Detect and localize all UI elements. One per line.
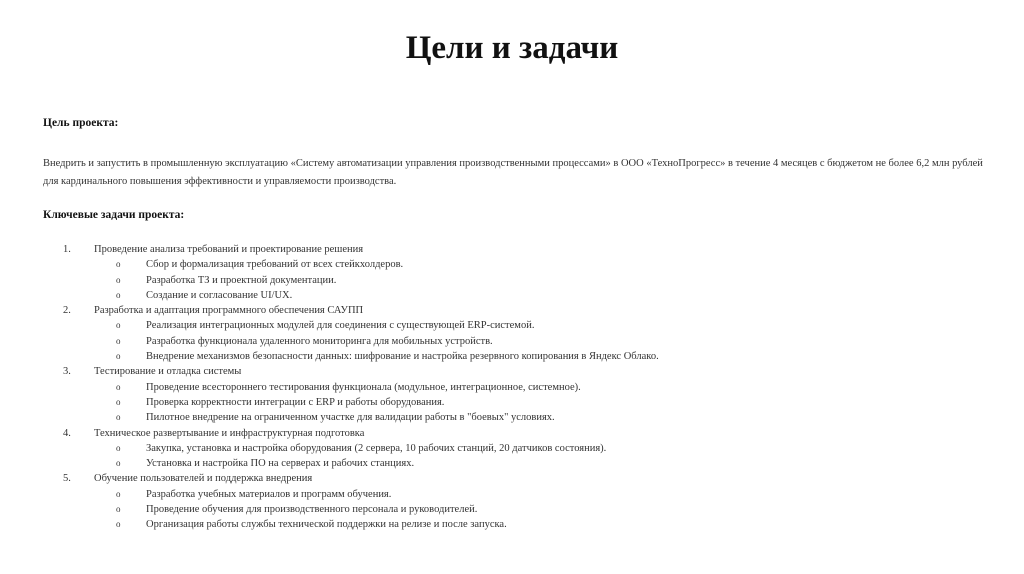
- task-label: Обучение пользователей и поддержка внедрения: [94, 473, 313, 485]
- task-item: [0, 426, 1024, 441]
- subtask-label: Пилотное внедрение на ограниченном участке для валидации работы в "боевых" условиях.: [146, 412, 555, 424]
- bullet-icon: o: [116, 442, 121, 453]
- subtask-label: Проверка корректности интеграции с ERP и работы оборудования.: [146, 396, 445, 408]
- tasks-heading: Ключевые задачи проекта:: [43, 209, 185, 221]
- task-label: Техническое развертывание и инфраструктурная подготовка: [94, 427, 365, 439]
- subtask-label: Реализация интеграционных модулей для соединения с существующей ERP-системой.: [146, 320, 535, 332]
- subtask-label: Организация работы службы технической поддержки на релизе и после запуска.: [146, 519, 507, 531]
- subtask-label: Проведение обучения для производственного персонала и руководителей.: [146, 504, 478, 516]
- subtask-item: [0, 502, 1024, 517]
- task-number: 5.: [63, 473, 71, 485]
- bullet-icon: o: [116, 488, 121, 499]
- subtask-item: [0, 318, 1024, 333]
- subtask-item: [0, 380, 1024, 395]
- subtask-label: Разработка функционала удаленного мониторинга для мобильных устройств.: [146, 335, 493, 347]
- bullet-icon: o: [116, 335, 121, 346]
- subtask-label: Разработка ТЗ и проектной документации.: [146, 274, 337, 286]
- subtask-label: Сбор и формализация требований от всех стейкхолдеров.: [146, 259, 404, 271]
- bullet-icon: o: [116, 320, 121, 331]
- bullet-icon: o: [116, 259, 121, 270]
- task-label: Тестирование и отладка системы: [94, 366, 242, 378]
- bullet-icon: o: [116, 274, 121, 285]
- task-number: 4.: [63, 427, 71, 439]
- subtask-item: [0, 288, 1024, 303]
- subtask-item: [0, 410, 1024, 425]
- subtask-item: [0, 456, 1024, 471]
- task-item: [0, 364, 1024, 379]
- bullet-icon: o: [116, 458, 121, 469]
- subtask-item: [0, 334, 1024, 349]
- task-item: [0, 303, 1024, 318]
- subtask-item: [0, 517, 1024, 532]
- subtask-label: Закупка, установка и настройка оборудования (2 сервера, 10 рабочих станций, 20 датчиков состояния).: [146, 442, 607, 454]
- task-list: [0, 242, 1024, 533]
- bullet-icon: o: [116, 519, 121, 530]
- task-item: [0, 471, 1024, 486]
- bullet-icon: o: [116, 381, 121, 392]
- subtask-item: [0, 257, 1024, 272]
- bullet-icon: o: [116, 396, 121, 407]
- subtask-label: Внедрение механизмов безопасности данных: шифрование и настройка резервного копирования в Яндекс Облако.: [146, 351, 659, 363]
- subtask-item: [0, 349, 1024, 364]
- goal-text: Внедрить и запустить в промышленную эксплуатацию «Систему автоматизации управления производственными процессами» в ООО «ТехноПрогресс» в течение 4 месяцев с бюджетом не более 6,2 млн рублей для кардинального повышения эффективности и управляемости производства.: [43, 158, 983, 187]
- page-title: Цели и задачи: [405, 30, 619, 66]
- goal-heading: Цель проекта:: [43, 117, 119, 129]
- subtask-label: Создание и согласование UI/UX.: [146, 289, 293, 301]
- subtask-item: [0, 487, 1024, 502]
- task-number: 3.: [63, 366, 71, 378]
- task-number: 1.: [63, 244, 71, 255]
- subtask-item: [0, 273, 1024, 288]
- task-item: [0, 242, 1024, 257]
- task-label: Разработка и адаптация программного обеспечения САУПП: [94, 305, 364, 317]
- bullet-icon: o: [116, 412, 121, 423]
- bullet-icon: o: [116, 351, 121, 362]
- task-number: 2.: [63, 305, 71, 317]
- subtask-label: Проведение всестороннего тестирования функционала (модульное, интеграционное, системное).: [146, 381, 581, 393]
- subtask-item: [0, 395, 1024, 410]
- bullet-icon: o: [116, 289, 121, 300]
- subtask-item: [0, 441, 1024, 456]
- bullet-icon: o: [116, 504, 121, 515]
- task-label: Проведение анализа требований и проектирование решения: [94, 244, 364, 255]
- subtask-label: Разработка учебных материалов и программ обучения.: [146, 488, 392, 500]
- subtask-label: Установка и настройка ПО на серверах и рабочих станциях.: [146, 458, 415, 470]
